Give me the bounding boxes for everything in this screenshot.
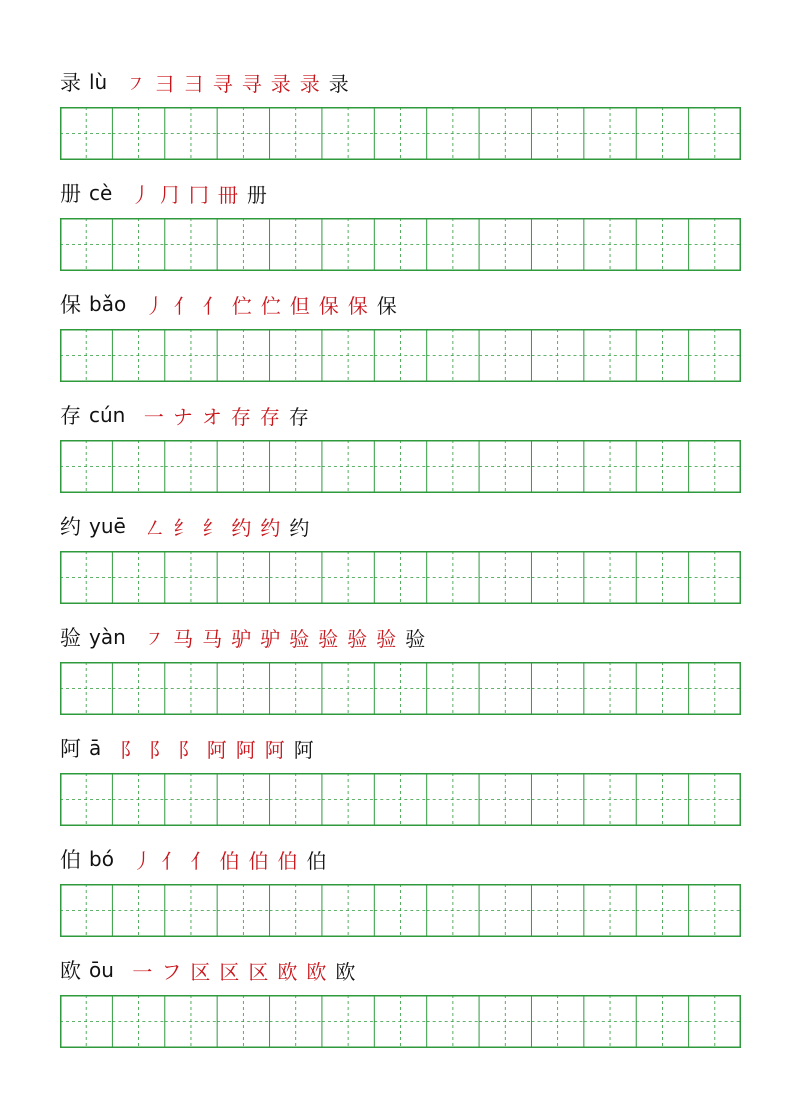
practice-cell[interactable] [479, 107, 531, 160]
practice-cell[interactable] [531, 884, 583, 937]
stroke-step: 存 [259, 404, 280, 429]
practice-grid[interactable] [60, 995, 741, 1048]
practice-cell[interactable] [322, 440, 374, 493]
practice-cell[interactable] [270, 662, 322, 715]
stroke-step: 验 [405, 626, 426, 651]
stroke-step: オ [201, 404, 222, 429]
character-header [60, 617, 430, 657]
practice-cell[interactable] [427, 995, 479, 1048]
practice-cell[interactable] [322, 995, 374, 1048]
practice-cell[interactable] [165, 995, 217, 1048]
practice-cell[interactable] [322, 329, 374, 382]
practice-cell[interactable] [60, 329, 112, 382]
practice-cell[interactable] [479, 440, 531, 493]
pinyin-label: ōu [89, 958, 114, 982]
practice-cell[interactable] [374, 662, 426, 715]
stroke-order-sequence [139, 401, 313, 430]
practice-cell[interactable] [165, 218, 217, 271]
hanzi-character: 约 [60, 515, 81, 539]
practice-cell[interactable] [60, 773, 112, 826]
stroke-step: 驴 [231, 626, 252, 651]
practice-cell[interactable] [374, 884, 426, 937]
practice-cell[interactable] [636, 551, 688, 604]
practice-cell[interactable] [584, 107, 636, 160]
practice-cell[interactable] [531, 995, 583, 1048]
pinyin-label: cún [89, 403, 126, 427]
practice-cell[interactable] [689, 662, 741, 715]
practice-cell[interactable] [217, 773, 269, 826]
practice-cell[interactable] [636, 884, 688, 937]
practice-cell[interactable] [217, 440, 269, 493]
stroke-step: 亻 [202, 293, 223, 318]
practice-cell[interactable] [531, 329, 583, 382]
practice-cell[interactable] [112, 218, 164, 271]
practice-cell[interactable] [270, 884, 322, 937]
practice-cell[interactable] [60, 662, 112, 715]
practice-cell[interactable] [427, 884, 479, 937]
practice-cell[interactable] [165, 773, 217, 826]
stroke-step: ㇜ [144, 515, 165, 540]
stroke-step: 亻 [190, 848, 211, 873]
practice-cell[interactable] [531, 551, 583, 604]
practice-cell[interactable] [217, 329, 269, 382]
practice-cell[interactable] [531, 662, 583, 715]
practice-cell[interactable] [112, 329, 164, 382]
practice-cell[interactable] [531, 773, 583, 826]
practice-cell[interactable] [479, 662, 531, 715]
practice-cell[interactable] [322, 107, 374, 160]
practice-cell[interactable] [374, 329, 426, 382]
practice-cell[interactable] [60, 884, 112, 937]
practice-cell[interactable] [636, 218, 688, 271]
practice-cell[interactable] [374, 107, 426, 160]
practice-cell[interactable] [270, 551, 322, 604]
stroke-step: 阿 [206, 737, 227, 762]
hanzi-character: 验 [60, 626, 81, 650]
practice-cell[interactable] [479, 329, 531, 382]
character-header [60, 62, 353, 102]
stroke-step: 一 [132, 959, 153, 984]
hanzi-character: 录 [60, 71, 81, 95]
stroke-step: 欧 [306, 959, 327, 984]
stroke-step: 阿 [264, 737, 285, 762]
practice-cell[interactable] [374, 218, 426, 271]
practice-cell[interactable] [112, 440, 164, 493]
stroke-step: 驴 [260, 626, 281, 651]
stroke-step: 伯 [248, 848, 269, 873]
practice-cell[interactable] [479, 884, 531, 937]
stroke-step: 约 [260, 515, 281, 540]
practice-cell[interactable] [60, 551, 112, 604]
stroke-step: 伫 [231, 293, 252, 318]
stroke-step: ㇇ [125, 71, 146, 96]
practice-cell[interactable] [636, 107, 688, 160]
practice-cell[interactable] [689, 329, 741, 382]
stroke-step: ㇇ [144, 626, 165, 651]
stroke-step: 验 [376, 626, 397, 651]
practice-cell[interactable] [270, 773, 322, 826]
stroke-step: 阝 [119, 737, 140, 762]
stroke-step: 丿 [132, 848, 153, 873]
practice-cell[interactable] [60, 107, 112, 160]
practice-cell[interactable] [270, 107, 322, 160]
hanzi-character: 保 [60, 293, 81, 317]
practice-cell[interactable] [322, 773, 374, 826]
practice-grid[interactable] [60, 884, 741, 937]
stroke-order-sequence [140, 623, 430, 652]
practice-cell[interactable] [322, 218, 374, 271]
stroke-step: 亻 [161, 848, 182, 873]
practice-cell[interactable] [60, 440, 112, 493]
practice-cell[interactable] [374, 773, 426, 826]
practice-cell[interactable] [60, 218, 112, 271]
practice-cell[interactable] [165, 329, 217, 382]
character-header [60, 284, 401, 324]
stroke-step: 存 [230, 404, 251, 429]
stroke-step: 阿 [235, 737, 256, 762]
practice-cell[interactable] [112, 884, 164, 937]
stroke-step: 区 [219, 959, 240, 984]
stroke-step: 验 [347, 626, 368, 651]
practice-cell[interactable] [584, 551, 636, 604]
stroke-order-sequence [128, 845, 331, 874]
practice-cell[interactable] [584, 884, 636, 937]
character-header [60, 506, 314, 546]
practice-grid[interactable] [60, 218, 741, 271]
stroke-step: 彐 [183, 71, 204, 96]
practice-cell[interactable] [531, 107, 583, 160]
practice-cell[interactable] [217, 551, 269, 604]
hanzi-character: 存 [60, 404, 81, 428]
stroke-step: 寻 [212, 71, 233, 96]
practice-cell[interactable] [636, 773, 688, 826]
practice-cell[interactable] [322, 884, 374, 937]
practice-cell[interactable] [584, 218, 636, 271]
practice-cell[interactable] [217, 662, 269, 715]
practice-cell[interactable] [112, 995, 164, 1048]
practice-cell[interactable] [112, 551, 164, 604]
stroke-step: 验 [318, 626, 339, 651]
practice-cell[interactable] [531, 440, 583, 493]
practice-cell[interactable] [427, 107, 479, 160]
pinyin-label: bǎo [89, 292, 127, 316]
practice-grid[interactable] [60, 440, 741, 493]
stroke-step: 伯 [277, 848, 298, 873]
stroke-step: 伯 [306, 848, 327, 873]
stroke-step: 阿 [293, 737, 314, 762]
practice-cell[interactable] [636, 662, 688, 715]
hanzi-character: 阿 [60, 737, 81, 761]
practice-cell[interactable] [112, 107, 164, 160]
stroke-order-sequence [126, 179, 271, 208]
practice-cell[interactable] [165, 107, 217, 160]
stroke-order-sequence [128, 956, 360, 985]
hanzi-character: 册 [60, 182, 81, 206]
pinyin-label: yuē [89, 514, 126, 538]
stroke-step: 阝 [148, 737, 169, 762]
hanzi-character: 欧 [60, 959, 81, 983]
practice-cell[interactable] [217, 884, 269, 937]
stroke-step: 录 [328, 71, 349, 96]
stroke-order-sequence [140, 290, 401, 319]
stroke-step: 丿 [144, 293, 165, 318]
practice-cell[interactable] [165, 662, 217, 715]
practice-cell[interactable] [427, 773, 479, 826]
practice-grid[interactable] [60, 773, 741, 826]
practice-cell[interactable] [322, 662, 374, 715]
practice-cell[interactable] [584, 773, 636, 826]
stroke-step: 区 [190, 959, 211, 984]
practice-cell[interactable] [374, 551, 426, 604]
stroke-step: 纟 [202, 515, 223, 540]
practice-cell[interactable] [584, 995, 636, 1048]
stroke-step: 验 [289, 626, 310, 651]
practice-cell[interactable] [636, 329, 688, 382]
practice-cell[interactable] [322, 551, 374, 604]
stroke-step: 保 [376, 293, 397, 318]
practice-cell[interactable] [689, 218, 741, 271]
pinyin-label: ā [89, 736, 102, 760]
stroke-step: フ [161, 959, 182, 984]
practice-cell[interactable] [427, 440, 479, 493]
practice-cell[interactable] [217, 107, 269, 160]
stroke-step: 约 [231, 515, 252, 540]
practice-cell[interactable] [270, 218, 322, 271]
practice-cell[interactable] [112, 662, 164, 715]
stroke-step: 欧 [335, 959, 356, 984]
practice-cell[interactable] [165, 551, 217, 604]
practice-cell[interactable] [689, 884, 741, 937]
stroke-step: 册 [246, 182, 267, 207]
practice-cell[interactable] [374, 995, 426, 1048]
practice-cell[interactable] [479, 995, 531, 1048]
stroke-step: 伯 [219, 848, 240, 873]
character-header [60, 173, 271, 213]
practice-cell[interactable] [689, 551, 741, 604]
stroke-order-sequence [121, 68, 353, 97]
practice-cell[interactable] [689, 995, 741, 1048]
practice-cell[interactable] [427, 662, 479, 715]
stroke-step: 寻 [241, 71, 262, 96]
stroke-step: 马 [173, 626, 194, 651]
stroke-step: 一 [143, 404, 164, 429]
practice-cell[interactable] [479, 218, 531, 271]
practice-grid[interactable] [60, 329, 741, 382]
stroke-step: 伫 [260, 293, 281, 318]
practice-cell[interactable] [689, 107, 741, 160]
character-header [60, 395, 313, 435]
practice-cell[interactable] [427, 218, 479, 271]
stroke-step: 丿 [130, 182, 151, 207]
character-header [60, 950, 360, 990]
stroke-step: ⺆ [159, 182, 180, 207]
practice-grid[interactable] [60, 551, 741, 604]
pinyin-label: bó [89, 847, 114, 871]
practice-cell[interactable] [689, 440, 741, 493]
practice-cell[interactable] [374, 440, 426, 493]
practice-cell[interactable] [479, 551, 531, 604]
stroke-order-sequence [115, 734, 318, 763]
practice-cell[interactable] [689, 773, 741, 826]
character-header [60, 728, 318, 768]
stroke-step: 区 [248, 959, 269, 984]
stroke-step: 纟 [173, 515, 194, 540]
practice-cell[interactable] [479, 773, 531, 826]
stroke-step: 阝 [177, 737, 198, 762]
pinyin-label: yàn [89, 625, 126, 649]
practice-cell[interactable] [636, 995, 688, 1048]
stroke-step: 欧 [277, 959, 298, 984]
practice-grid[interactable] [60, 107, 741, 160]
practice-cell[interactable] [165, 440, 217, 493]
stroke-order-sequence [140, 512, 314, 541]
pinyin-label: cè [89, 181, 113, 205]
practice-cell[interactable] [217, 218, 269, 271]
stroke-step: 亻 [173, 293, 194, 318]
stroke-step: 录 [270, 71, 291, 96]
practice-grid[interactable] [60, 662, 741, 715]
stroke-step: 马 [202, 626, 223, 651]
practice-cell[interactable] [270, 329, 322, 382]
practice-cell[interactable] [165, 884, 217, 937]
practice-cell[interactable] [531, 218, 583, 271]
stroke-step: 约 [289, 515, 310, 540]
stroke-step: 但 [289, 293, 310, 318]
stroke-step: 保 [347, 293, 368, 318]
hanzi-character: 伯 [60, 848, 81, 872]
practice-cell[interactable] [427, 329, 479, 382]
stroke-step: ナ [172, 404, 193, 429]
stroke-step: 录 [299, 71, 320, 96]
practice-cell[interactable] [427, 551, 479, 604]
stroke-step: ⺕ [154, 71, 175, 96]
stroke-step: 保 [318, 293, 339, 318]
practice-cell[interactable] [270, 440, 322, 493]
practice-cell[interactable] [584, 440, 636, 493]
practice-cell[interactable] [270, 995, 322, 1048]
stroke-step: 冂 [188, 182, 209, 207]
pinyin-label: lù [89, 70, 108, 94]
practice-cell[interactable] [217, 995, 269, 1048]
practice-cell[interactable] [584, 662, 636, 715]
stroke-step: 存 [288, 404, 309, 429]
practice-cell[interactable] [112, 773, 164, 826]
stroke-step: 冊 [217, 182, 238, 207]
practice-cell[interactable] [584, 329, 636, 382]
character-header [60, 839, 331, 879]
practice-cell[interactable] [60, 995, 112, 1048]
practice-cell[interactable] [636, 440, 688, 493]
